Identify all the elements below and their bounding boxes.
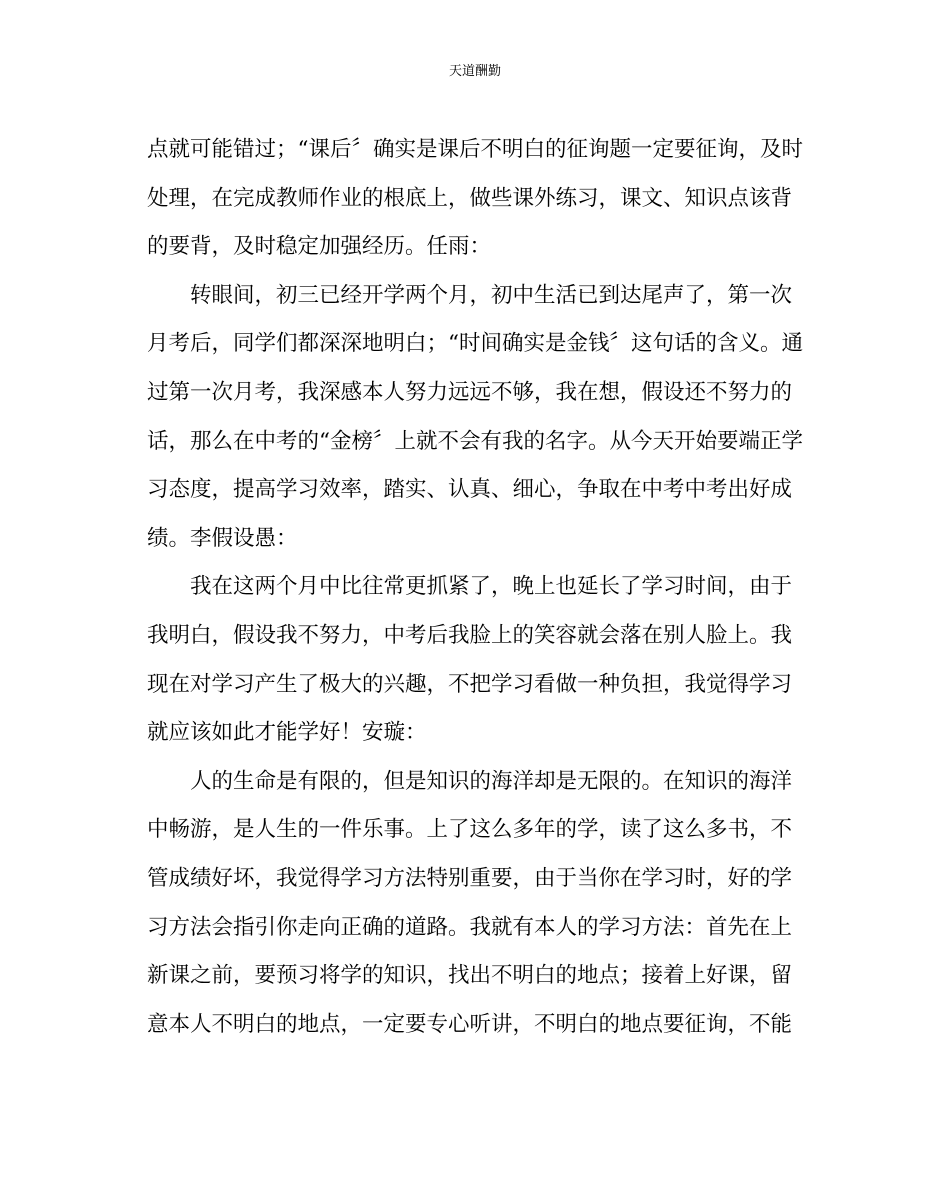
text-line: 的要背，及时稳定加强经历。任雨： bbox=[147, 234, 492, 260]
text-line: 习态度，提高学习效率，踏实、认真、细心，争取在中考中考出好成 bbox=[147, 477, 793, 503]
text-line: 现在对学习产生了极大的兴趣，不把学习看做一种负担，我觉得学习 bbox=[147, 671, 793, 697]
text-line: 处理，在完成教师作业的根底上，做些课外练习，课文、知识点该背 bbox=[147, 185, 793, 211]
text-line: 就应该如此才能学好！安璇： bbox=[147, 720, 427, 746]
text-line: 绩。李假设愚： bbox=[147, 525, 298, 551]
text-line: 意本人不明白的地点，一定要专心听讲，不明白的地点要征询，不能 bbox=[147, 1011, 793, 1037]
text-line: 我明白，假设我不努力，中考后我脸上的笑容就会落在别人脸上。我 bbox=[147, 622, 793, 648]
paragraph-start-line: 我在这两个月中比往常更抓紧了，晚上也延长了学习时间，由于 bbox=[190, 574, 793, 600]
text-line: 管成绩好坏，我觉得学习方法特别重要，由于当你在学习时，好的学 bbox=[147, 865, 793, 891]
text-line: 新课之前，要预习将学的知识，找出不明白的地点；接着上好课，留 bbox=[147, 963, 793, 989]
text-line: 点就可能错过；“课后〞确实是课后不明白的征询题一定要征询，及时 bbox=[147, 137, 803, 162]
paragraph-start-line: 人的生命是有限的，但是知识的海洋却是无限的。在知识的海洋 bbox=[190, 768, 793, 794]
text-line: 话，那么在中考的“金榜〞上就不会有我的名字。从今天开始要端正学 bbox=[147, 428, 803, 454]
text-line: 月考后，同学们都深深地明白；“时间确实是金钱〞这句话的含义。通 bbox=[147, 331, 803, 357]
document-body bbox=[147, 126, 807, 1049]
text-line: 中畅游，是人生的一件乐事。上了这么多年的学，读了这么多书，不 bbox=[147, 817, 793, 843]
paragraph-start-line: 转眼间，初三已经开学两个月，初中生活已到达尾声了，第一次 bbox=[190, 282, 793, 308]
text-line: 过第一次月考，我深感本人努力远远不够，我在想，假设还不努力的 bbox=[147, 379, 793, 405]
page-header: 天道酬勤 bbox=[448, 64, 501, 79]
text-line: 习方法会指引你走向正确的道路。我就有本人的学习方法：首先在上 bbox=[147, 914, 793, 940]
